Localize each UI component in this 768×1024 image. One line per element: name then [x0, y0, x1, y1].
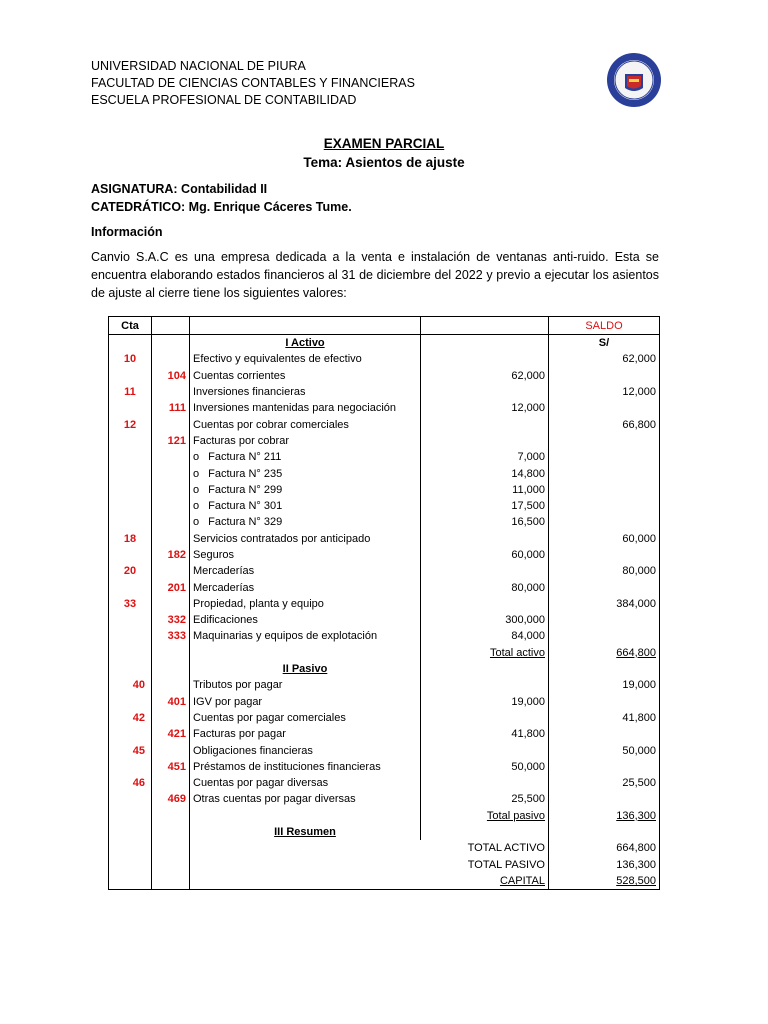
faculty-name: FACULTAD DE CIENCIAS CONTABLES Y FINANCIERAS	[91, 76, 415, 90]
balance-amount: 80,000	[549, 563, 660, 579]
account-description: Facturas por pagar	[190, 726, 421, 742]
table-row	[109, 808, 660, 824]
institution-header	[91, 58, 415, 109]
total-label: Total pasivo	[421, 808, 549, 824]
partial-amount: 60,000	[421, 547, 549, 563]
balance-amount: 384,000	[549, 596, 660, 612]
balance-amount	[549, 465, 660, 481]
table-row	[109, 775, 660, 791]
table-row	[109, 710, 660, 726]
account-code	[109, 482, 152, 498]
account-code: 12	[109, 416, 152, 432]
table-row	[109, 384, 660, 400]
balance-amount	[549, 791, 660, 807]
subaccount-code: 451	[152, 759, 190, 775]
account-description: Cuentas por cobrar comerciales	[190, 416, 421, 432]
account-code	[109, 449, 152, 465]
subaccount-code	[152, 465, 190, 481]
partial-amount: 19,000	[421, 694, 549, 710]
partial-amount: 80,000	[421, 579, 549, 595]
subaccount-code: 201	[152, 579, 190, 595]
table-row	[109, 351, 660, 367]
account-description: o Factura N° 211	[190, 449, 421, 465]
col-cta-header: Cta	[109, 317, 152, 335]
account-description: Seguros	[190, 547, 421, 563]
partial-amount: 17,500	[421, 498, 549, 514]
table-row	[109, 433, 660, 449]
section-resumen: III Resumen	[190, 824, 421, 840]
section-row	[109, 661, 660, 677]
partial-amount	[421, 677, 549, 693]
balance-amount	[549, 368, 660, 384]
subject: ASIGNATURA: Contabilidad II	[91, 182, 268, 196]
account-description: IGV por pagar	[190, 694, 421, 710]
table-row	[109, 547, 660, 563]
account-code: 46	[109, 775, 152, 791]
summary-value: 528,500	[549, 873, 660, 890]
table-row	[109, 514, 660, 530]
account-description: Mercaderías	[190, 563, 421, 579]
subaccount-code	[152, 449, 190, 465]
account-code	[109, 759, 152, 775]
university-seal-logo	[606, 52, 662, 108]
account-description: Servicios contratados por anticipado	[190, 531, 421, 547]
account-code: 11	[109, 384, 152, 400]
total-label: Total activo	[421, 645, 549, 661]
balance-amount	[549, 547, 660, 563]
summary-label: CAPITAL	[190, 873, 549, 890]
section-activo: I Activo	[190, 335, 421, 352]
subaccount-code: 469	[152, 791, 190, 807]
exam-title: EXAMEN PARCIAL	[323, 136, 445, 151]
partial-amount	[421, 742, 549, 758]
subaccount-code	[152, 596, 190, 612]
account-code: 42	[109, 710, 152, 726]
table-row	[109, 694, 660, 710]
partial-amount: 25,500	[421, 791, 549, 807]
subaccount-code: 182	[152, 547, 190, 563]
table-row	[109, 465, 660, 481]
account-code	[109, 628, 152, 644]
account-description: Cuentas por pagar comerciales	[190, 710, 421, 726]
account-description: o Factura N° 299	[190, 482, 421, 498]
table-row	[109, 400, 660, 416]
balance-amount: 19,000	[549, 677, 660, 693]
partial-amount: 300,000	[421, 612, 549, 628]
balance-amount: 41,800	[549, 710, 660, 726]
summary-row	[109, 840, 660, 856]
balance-amount: 50,000	[549, 742, 660, 758]
table-row	[109, 579, 660, 595]
partial-amount	[421, 531, 549, 547]
account-code	[109, 579, 152, 595]
account-description: o Factura N° 329	[190, 514, 421, 530]
subaccount-code	[152, 742, 190, 758]
table-row	[109, 416, 660, 432]
table-row	[109, 759, 660, 775]
course-meta	[91, 180, 352, 216]
subaccount-code: 333	[152, 628, 190, 644]
balance-amount: 25,500	[549, 775, 660, 791]
table-row	[109, 742, 660, 758]
account-code	[109, 465, 152, 481]
section-row	[109, 335, 660, 352]
partial-amount	[421, 416, 549, 432]
account-code: 33	[109, 596, 152, 612]
partial-amount: 84,000	[421, 628, 549, 644]
account-description: Préstamos de instituciones financieras	[190, 759, 421, 775]
subaccount-code	[152, 775, 190, 791]
balance-amount	[549, 579, 660, 595]
balance-amount	[549, 400, 660, 416]
account-code	[109, 791, 152, 807]
account-description: Propiedad, planta y equipo	[190, 596, 421, 612]
account-description: Tributos por pagar	[190, 677, 421, 693]
table-row	[109, 498, 660, 514]
table-row	[109, 677, 660, 693]
partial-amount: 16,500	[421, 514, 549, 530]
account-code: 10	[109, 351, 152, 367]
section-row	[109, 824, 660, 840]
exam-title-block	[0, 134, 768, 172]
balance-amount	[549, 433, 660, 449]
subaccount-code: 111	[152, 400, 190, 416]
partial-amount	[421, 351, 549, 367]
account-code: 20	[109, 563, 152, 579]
table-row	[109, 791, 660, 807]
account-description: Otras cuentas por pagar diversas	[190, 791, 421, 807]
account-code: 18	[109, 531, 152, 547]
currency-label: S/	[549, 335, 660, 352]
col-saldo-header: SALDO	[549, 317, 660, 335]
partial-amount	[421, 596, 549, 612]
subaccount-code	[152, 498, 190, 514]
table-row	[109, 368, 660, 384]
subaccount-code	[152, 384, 190, 400]
table-row	[109, 449, 660, 465]
balance-amount	[549, 726, 660, 742]
summary-label: TOTAL PASIVO	[190, 857, 549, 873]
balance-amount: 12,000	[549, 384, 660, 400]
account-code	[109, 612, 152, 628]
subaccount-code: 332	[152, 612, 190, 628]
partial-amount	[421, 710, 549, 726]
table-row	[109, 563, 660, 579]
partial-amount	[421, 384, 549, 400]
account-code	[109, 400, 152, 416]
table-row	[109, 628, 660, 644]
account-code	[109, 433, 152, 449]
subaccount-code: 104	[152, 368, 190, 384]
partial-amount	[421, 433, 549, 449]
account-description: Facturas por cobrar	[190, 433, 421, 449]
school-name: ESCUELA PROFESIONAL DE CONTABILIDAD	[91, 93, 357, 107]
account-code: 40	[109, 677, 152, 693]
balance-amount: 62,000	[549, 351, 660, 367]
balance-amount	[549, 628, 660, 644]
balance-amount	[549, 612, 660, 628]
account-code: 45	[109, 742, 152, 758]
account-description: Inversiones financieras	[190, 384, 421, 400]
balance-amount	[549, 482, 660, 498]
balance-table	[108, 316, 660, 890]
subaccount-code	[152, 677, 190, 693]
partial-amount: 14,800	[421, 465, 549, 481]
summary-row	[109, 873, 660, 890]
total-value: 664,800	[549, 645, 660, 661]
account-description: Inversiones mantenidas para negociación	[190, 400, 421, 416]
balance-amount	[549, 694, 660, 710]
balance-amount	[549, 759, 660, 775]
account-description: Cuentas corrientes	[190, 368, 421, 384]
account-code	[109, 498, 152, 514]
table-row	[109, 645, 660, 661]
partial-amount: 12,000	[421, 400, 549, 416]
section-pasivo: II Pasivo	[190, 661, 421, 677]
partial-amount	[421, 563, 549, 579]
account-description: Mercaderías	[190, 579, 421, 595]
balance-amount	[549, 449, 660, 465]
partial-amount: 50,000	[421, 759, 549, 775]
partial-amount: 62,000	[421, 368, 549, 384]
table-row	[109, 726, 660, 742]
subaccount-code	[152, 514, 190, 530]
account-description: Edificaciones	[190, 612, 421, 628]
balance-amount: 66,800	[549, 416, 660, 432]
partial-amount: 7,000	[421, 449, 549, 465]
partial-amount: 11,000	[421, 482, 549, 498]
balance-amount: 60,000	[549, 531, 660, 547]
summary-value: 136,300	[549, 857, 660, 873]
table-row	[109, 612, 660, 628]
subaccount-code	[152, 416, 190, 432]
teacher: CATEDRÁTICO: Mg. Enrique Cáceres Tume.	[91, 200, 352, 214]
partial-amount: 41,800	[421, 726, 549, 742]
account-code	[109, 368, 152, 384]
account-description: Maquinarias y equipos de explotación	[190, 628, 421, 644]
subaccount-code: 421	[152, 726, 190, 742]
table-header-row	[109, 317, 660, 335]
balance-amount	[549, 514, 660, 530]
account-code	[109, 694, 152, 710]
total-value: 136,300	[549, 808, 660, 824]
subaccount-code	[152, 563, 190, 579]
account-code	[109, 726, 152, 742]
subaccount-code: 401	[152, 694, 190, 710]
account-code	[109, 547, 152, 563]
exam-topic: Tema: Asientos de ajuste	[303, 155, 465, 170]
subaccount-code	[152, 482, 190, 498]
university-name: UNIVERSIDAD NACIONAL DE PIURA	[91, 59, 306, 73]
subaccount-code	[152, 351, 190, 367]
account-description: o Factura N° 301	[190, 498, 421, 514]
subaccount-code	[152, 710, 190, 726]
table-row	[109, 531, 660, 547]
table-row	[109, 482, 660, 498]
account-description: Cuentas por pagar diversas	[190, 775, 421, 791]
info-paragraph: Canvio S.A.C es una empresa dedicada a la venta e instalación de ventanas anti-ruido. Esta se encuentra elaborando estados financieros al 31 de diciembre del 2022 y previo a ejecutar los asientos de ajuste al cierre tiene los siguientes valores:	[91, 250, 659, 300]
summary-label: TOTAL ACTIVO	[190, 840, 549, 856]
subaccount-code	[152, 531, 190, 547]
summary-value: 664,800	[549, 840, 660, 856]
summary-row	[109, 857, 660, 873]
balance-amount	[549, 498, 660, 514]
account-description: Efectivo y equivalentes de efectivo	[190, 351, 421, 367]
account-code	[109, 514, 152, 530]
table-row	[109, 596, 660, 612]
account-description: o Factura N° 235	[190, 465, 421, 481]
partial-amount	[421, 775, 549, 791]
account-description: Obligaciones financieras	[190, 742, 421, 758]
subaccount-code: 121	[152, 433, 190, 449]
info-heading: Información	[91, 225, 163, 239]
